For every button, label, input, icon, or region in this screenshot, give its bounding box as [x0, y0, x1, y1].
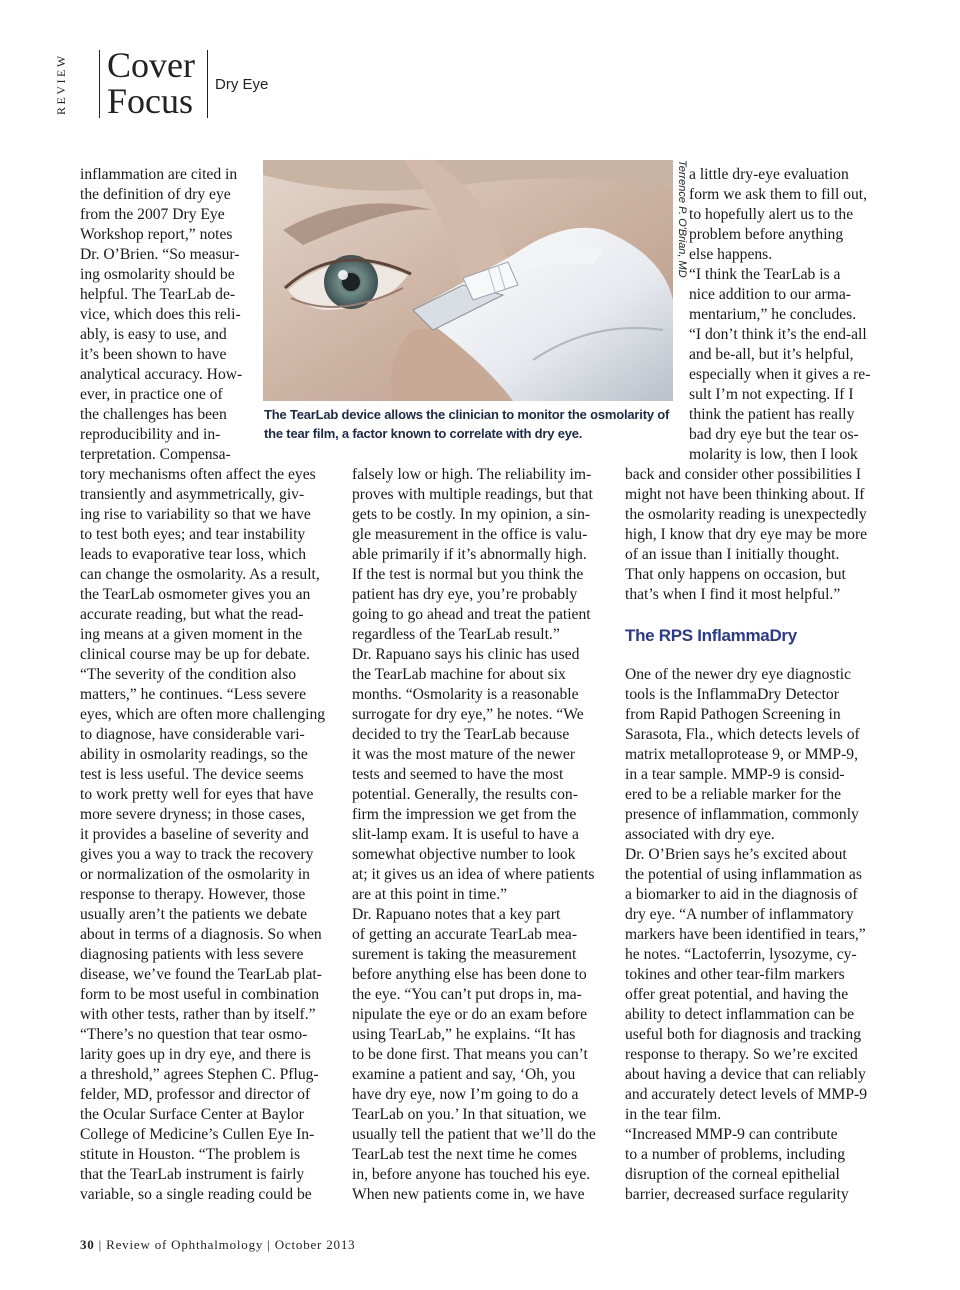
text-line: ing means at a given moment in the: [80, 626, 303, 643]
text-line: bad dry eye but the tear os-: [689, 426, 859, 443]
text-line: going to go ahead and treat the patient: [352, 606, 591, 623]
text-line: TearLab on you.’ In that situation, we: [352, 1106, 587, 1123]
text-line: leads to evaporative tear loss, which: [80, 546, 307, 563]
text-line: to diagnose, have considerable vari-: [80, 726, 305, 743]
issue-date: October 2013: [274, 1237, 356, 1252]
text-line: can change the osmolarity. As a result,: [80, 566, 320, 583]
tearlab-photo: [263, 160, 673, 401]
header-title-line2: Focus: [107, 81, 194, 121]
text-line: If the test is normal but you think the: [352, 566, 584, 583]
text-line: with other tests, rather than by itself.”: [80, 1006, 316, 1023]
text-line: the TearLab machine for about six: [352, 666, 566, 683]
text-line: gives you a way to track the recovery: [80, 846, 314, 863]
text-line: and accurately detect levels of MMP-9: [625, 1086, 868, 1103]
text-line: months. “Osmolarity is a reasonable: [352, 686, 579, 703]
text-line: falsely low or high. The reliability im-: [352, 466, 592, 483]
text-line: dry eye. “A number of inflammatory: [625, 906, 854, 923]
footer-separator: |: [98, 1237, 103, 1252]
text-line: form we ask them to fill out,: [689, 186, 867, 203]
text-line: potential. Generally, the results con-: [352, 786, 578, 803]
text-line: gets to be costly. In my opinion, a sin-: [352, 506, 591, 523]
text-line: usually tell the patient that we’ll do the: [352, 1126, 596, 1143]
publication-name: Review of Ophthalmology: [106, 1237, 264, 1252]
text-line: barrier, decreased surface regularity: [625, 1186, 849, 1203]
text-line: he notes. “Lactoferrin, lysozyme, cy-: [625, 946, 857, 963]
text-line: regardless of the TearLab result.”: [352, 626, 560, 643]
text-line: problem before anything: [689, 226, 844, 243]
section-subhead: The RPS InflammaDry: [625, 626, 797, 645]
text-line: “I think the TearLab is a: [689, 266, 841, 283]
text-line: analytical accuracy. How-: [80, 366, 243, 383]
text-line: surrogate for dry eye,” he notes. “We: [352, 706, 584, 723]
page-footer: [80, 1237, 355, 1253]
text-line: that the TearLab instrument is fairly: [80, 1166, 305, 1183]
text-line: the osmolarity reading is unexpectedly: [625, 506, 867, 523]
text-line: in the tear film.: [625, 1106, 722, 1123]
text-line: in a tear sample. MMP-9 is consid-: [625, 766, 845, 783]
text-line: “The severity of the condition also: [80, 666, 297, 683]
text-line: or normalization of the osmolarity in: [80, 866, 310, 883]
caption-line: the tear film, a factor known to correlate with dry eye.: [264, 426, 583, 441]
text-line: Dr. Rapuano says his clinic has used: [352, 646, 580, 663]
text-line: tests and seemed to have the most: [352, 766, 564, 783]
text-line: especially when it gives a re-: [689, 366, 871, 383]
text-line: test is less useful. The device seems: [80, 766, 304, 783]
text-line: Dr. O’Brien says he’s excited about: [625, 846, 847, 863]
text-line: response to therapy. However, those: [80, 886, 306, 903]
page-number: 30: [80, 1237, 95, 1252]
text-line: larity goes up in dry eye, and there is: [80, 1046, 311, 1063]
text-line: to a number of problems, including: [625, 1146, 846, 1163]
text-line: One of the newer dry eye diagnostic: [625, 666, 852, 683]
text-line: helpful. The TearLab de-: [80, 286, 236, 303]
text-line: of an issue than I initially thought.: [625, 546, 840, 563]
text-line: sult I’m not expecting. If I: [689, 386, 854, 403]
text-line: That only happens on occasion, but: [625, 566, 846, 583]
text-line: associated with dry eye.: [625, 826, 775, 843]
text-line: markers have been identified in tears,”: [625, 926, 866, 943]
text-line: a biomarker to aid in the diagnosis of: [625, 886, 858, 903]
text-line: more severe dryness; in those cases,: [80, 806, 306, 823]
text-line: transiently and asymmetrically, giv-: [80, 486, 305, 503]
text-line: clinical course may be up for debate.: [80, 646, 310, 663]
text-line: inflammation are cited in: [80, 166, 238, 183]
text-line: it was the most mature of the newer: [352, 746, 576, 763]
text-line: mentarium,” he concludes.: [689, 306, 857, 323]
text-line: to test both eyes; and tear instability: [80, 526, 306, 543]
footer-separator: |: [267, 1237, 271, 1252]
text-line: gle measurement in the office is valu-: [352, 526, 588, 543]
text-line: TearLab test the next time he comes: [352, 1146, 577, 1163]
header-divider: [207, 50, 208, 118]
text-line: to work pretty well for eyes that have: [80, 786, 314, 803]
text-line: that’s when I find it most helpful.”: [625, 586, 841, 603]
text-line: patient has dry eye, you’re probably: [352, 586, 578, 603]
text-line: “Increased MMP-9 can contribute: [625, 1126, 838, 1143]
text-line: a threshold,” agrees Stephen C. Pflug-: [80, 1066, 319, 1083]
text-line: eyes, which are often more challenging: [80, 706, 326, 723]
text-line: to be done first. That means you can’t: [352, 1046, 588, 1063]
text-line: ing osmolarity should be: [80, 266, 235, 283]
text-line: a little dry-eye evaluation: [689, 166, 849, 183]
text-line: decided to try the TearLab because: [352, 726, 570, 743]
text-line: firm the impression we get from the: [352, 806, 577, 823]
text-line: from the 2007 Dry Eye: [80, 206, 225, 223]
text-line: form to be most useful in combination: [80, 986, 320, 1003]
photo-credit: Terrence P. O'Brian, MD: [676, 160, 688, 278]
text-line: Workshop report,” notes: [80, 226, 233, 243]
figure-caption: [264, 405, 669, 443]
eye-device-illustration: [263, 160, 673, 401]
caption-line: The TearLab device allows the clinician to monitor the osmolarity of: [264, 407, 670, 422]
text-line: surement is taking the measurement: [352, 946, 577, 963]
text-line: nice addition to our arma-: [689, 286, 851, 303]
text-line: else happens.: [689, 246, 773, 263]
text-line: disease, we’ve found the TearLab plat-: [80, 966, 322, 983]
text-line: the challenges has been: [80, 406, 227, 423]
text-line: the Ocular Surface Center at Baylor: [80, 1106, 304, 1123]
text-line: using TearLab,” he explains. “It has: [352, 1026, 576, 1043]
text-line: slit-lamp exam. It is useful to have a: [352, 826, 579, 843]
text-line: the potential of using inflammation as: [625, 866, 862, 883]
text-line: somewhat objective number to look: [352, 846, 576, 863]
text-line: at; it gives us an idea of where patients: [352, 866, 595, 883]
text-line: vice, which does this reli-: [80, 306, 241, 323]
text-line: of getting an accurate TearLab mea-: [352, 926, 578, 943]
text-line: have dry eye, now I’m going to do a: [352, 1086, 579, 1103]
text-line: College of Medicine’s Cullen Eye In-: [80, 1126, 315, 1143]
text-line: about having a device that can reliably: [625, 1066, 866, 1083]
text-line: presence of inflammation, commonly: [625, 806, 859, 823]
text-line: the definition of dry eye: [80, 186, 231, 203]
text-line: “There’s no question that tear osmo-: [80, 1026, 308, 1043]
text-line: examine a patient and say, ‘Oh, you: [352, 1066, 576, 1083]
text-line: and be-all, but it’s helpful,: [689, 346, 854, 363]
text-line: to hopefully alert us to the: [689, 206, 854, 223]
text-line: offer great potential, and having the: [625, 986, 849, 1003]
text-line: think the patient has really: [689, 406, 855, 423]
text-line: before anything else has been done to: [352, 966, 587, 983]
text-line: usually aren’t the patients we debate: [80, 906, 308, 923]
text-line: tokines and other tear-film markers: [625, 966, 845, 983]
text-line: reproducibility and in-: [80, 426, 221, 443]
text-line: When new patients come in, we have: [352, 1186, 585, 1203]
text-line: nipulate the eye or do an exam before: [352, 1006, 588, 1023]
text-line: ing rise to variability so that we have: [80, 506, 311, 523]
text-line: accurate reading, but what the read-: [80, 606, 304, 623]
text-line: in, before anyone has touched his eye.: [352, 1166, 591, 1183]
text-line: matrix metalloprotease 9, or MMP-9,: [625, 746, 858, 763]
text-line: matters,” he continues. “Less severe: [80, 686, 307, 703]
text-line: useful both for diagnosis and tracking: [625, 1026, 862, 1043]
text-line: from Rapid Pathogen Screening in: [625, 706, 841, 723]
text-line: “I don’t think it’s the end-all: [689, 326, 867, 343]
text-line: stitute in Houston. “The problem is: [80, 1146, 301, 1163]
text-line: the TearLab osmometer gives you an: [80, 586, 311, 603]
text-line: Dr. O’Brien. “So measur-: [80, 246, 240, 263]
text-line: tools is the InflammaDry Detector: [625, 686, 839, 703]
text-line: it provides a baseline of severity and: [80, 826, 309, 843]
text-line: might not have been thinking about. If: [625, 486, 865, 503]
section-name: Dry Eye: [215, 76, 269, 93]
text-line: response to therapy. So we’re excited: [625, 1046, 858, 1063]
text-line: tory mechanisms often affect the eyes: [80, 466, 316, 483]
text-line: the eye. “You can’t put drops in, ma-: [352, 986, 582, 1003]
text-line: about in terms of a diagnosis. So when: [80, 926, 322, 943]
header-divider: [99, 50, 100, 118]
text-line: able primarily if it’s abnormally high.: [352, 546, 587, 563]
text-line: high, I know that dry eye may be more: [625, 526, 868, 543]
text-line: variable, so a single reading could be: [80, 1186, 312, 1203]
text-line: are at this point in time.”: [352, 886, 508, 903]
header-title-line1: Cover: [107, 45, 195, 85]
text-line: ably, is easy to use, and: [80, 326, 227, 343]
text-line: it’s been shown to have: [80, 346, 227, 363]
text-line: terpretation. Compensa-: [80, 446, 231, 463]
text-line: ability to detect inflammation can be: [625, 1006, 855, 1023]
text-line: Dr. Rapuano notes that a key part: [352, 906, 561, 923]
text-line: molarity is low, then I look: [689, 446, 858, 463]
text-line: diagnosing patients with less severe: [80, 946, 304, 963]
text-line: disruption of the corneal epithelial: [625, 1166, 840, 1183]
text-line: ered to be a reliable marker for the: [625, 786, 842, 803]
text-line: ability in osmolarity readings, so the: [80, 746, 308, 763]
text-line: felder, MD, professor and director of: [80, 1086, 311, 1103]
text-line: Sarasota, Fla., which detects levels of: [625, 726, 860, 743]
text-line: ever, in practice one of: [80, 386, 223, 403]
text-line: back and consider other possibilities I: [625, 466, 862, 483]
review-label: REVIEW: [54, 53, 68, 115]
text-line: proves with multiple readings, but that: [352, 486, 593, 503]
